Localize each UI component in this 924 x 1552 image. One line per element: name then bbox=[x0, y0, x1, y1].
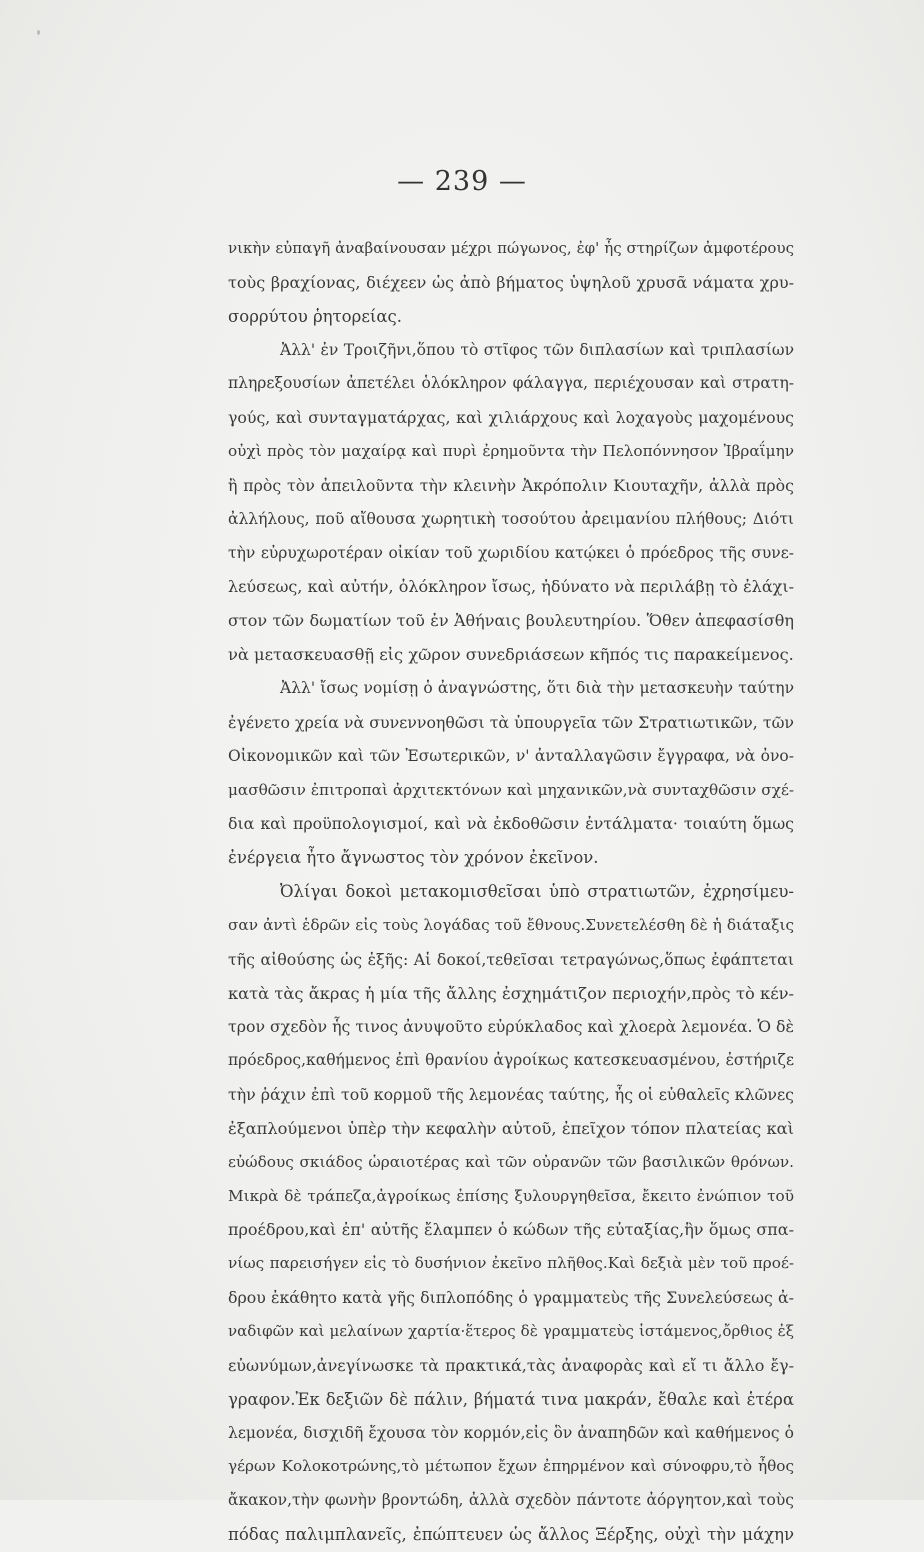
text-line: δια καὶ προϋπολογισμοί, καὶ νὰ ἐκδοθῶσιν ἐντάλματα· τοιαύτη ὅμως bbox=[228, 814, 794, 834]
text-line: γραφον.Ἐκ δεξιῶν δὲ πάλιν, βήματά τινα μακράν, ἔθαλε καὶ ἑτέρα bbox=[228, 1389, 794, 1409]
text-line: νίως παρεισήγεν εἰς τὸ δυσήνιον ἐκεῖνο πλῆθος.Καὶ δεξιὰ μὲν τοῦ προέ- bbox=[228, 1254, 794, 1273]
text-line: ἐξαπλούμενοι ὑπὲρ τὴν κεφαλὴν αὐτοῦ, ἐπεῖχον τόπον πλατείας καὶ bbox=[228, 1118, 794, 1138]
text-line: πληρεξουσίων ἀπετέλει ὁλόκληρον φάλαγγα, περιέχουσαν καὶ στρατη- bbox=[228, 374, 794, 393]
text-line: κατὰ τὰς ἄκρας ἡ μία τῆς ἄλλης ἐσχημάτιζον περιοχήν,πρὸς τὸ κέν- bbox=[228, 983, 794, 1003]
text-line: τῆς αἰθούσης ὡς ἑξῆς: Αἱ δοκοί,τεθεῖσαι τετραγώνως,ὅπως ἐφάπτεται bbox=[228, 949, 794, 969]
text-line: ἀλλήλους, ποῦ αἴθουσα χωρητικὴ τοσούτου ἀρειμανίου πλήθους; Διότι bbox=[228, 509, 794, 528]
text-line: ναδιφῶν καὶ μελαίνων χαρτία·ἕτερος δὲ γραμματεὺς ἱστάμενος,ὄρθιος ἐξ bbox=[228, 1322, 794, 1340]
text-line: μασθῶσιν ἐπιτροπαὶ ἀρχιτεκτόνων καὶ μηχανικῶν,νὰ συνταχθῶσιν σχέ- bbox=[228, 780, 794, 799]
text-line: ἐνέργεια ἦτο ἄγνωστος τὸν χρόνον ἐκεῖνον. bbox=[228, 848, 599, 868]
text-line: προέδρου,καὶ ἐπ' αὐτῆς ἔλαμπεν ὁ κώδων τῆς εὐταξίας,ἣν ὅμως σπα- bbox=[228, 1220, 794, 1240]
text-line: εὐωνύμων,ἀνεγίνωσκε τὰ πρακτικά,τὰς ἀναφορὰς καὶ εἴ τι ἄλλο ἔγ- bbox=[228, 1355, 794, 1375]
text-line: γούς, καὶ συνταγματάρχας, καὶ χιλιάρχους καὶ λοχαγοὺς μαχομένους bbox=[228, 408, 794, 428]
text-line: τὴν ῥάχιν ἐπὶ τοῦ κορμοῦ τῆς λεμονέας ταύτης, ἧς οἱ εὐθαλεῖς κλῶνες bbox=[228, 1085, 794, 1105]
text-line: λεύσεως, καὶ αὐτήν, ὁλόκληρον ἴσως, ἠδύνατο νὰ περιλάβῃ τὸ ἐλάχι- bbox=[228, 577, 794, 597]
text-line: εὐώδους σκιάδος ὡραιοτέρας καὶ τῶν οὐρανῶν τῶν βασιλικῶν θρόνων. bbox=[228, 1152, 794, 1171]
text-line: γέρων Κολοκοτρώνης,τὸ μέτωπον ἔχων ἐπηρμένον καὶ σύνοφρυ,τὸ ἦθος bbox=[228, 1457, 794, 1476]
text-line: τὴν εὐρυχωροτέραν οἰκίαν τοῦ χωριδίου κατῴκει ὁ πρόεδρος τῆς συνε- bbox=[228, 543, 794, 562]
text-line: ἄκακον,τὴν φωνὴν βροντώδη, ἀλλὰ σχεδὸν πάντοτε ἀόργητον,καὶ τοὺς bbox=[228, 1491, 794, 1510]
text-line: ἐγένετο χρεία νὰ συνεννοηθῶσι τὰ ὑπουργεῖα τῶν Στρατιωτικῶν, τῶν bbox=[228, 712, 794, 732]
text-line: λεμονέα, δισχιδῆ ἔχουσα τὸν κορμόν,εἰς ὃν ἀναπηδῶν καὶ καθήμενος ὁ bbox=[228, 1423, 794, 1442]
text-line: οὐχὶ πρὸς τὸν μαχαίρᾳ καὶ πυρὶ ἐρημοῦντα τὴν Πελοπόννησον Ἰβραΐμην bbox=[228, 442, 794, 461]
body-text bbox=[228, 232, 794, 1552]
text-line: δρου ἐκάθητο κατὰ γῆς διπλοπόδης ὁ γραμματεὺς τῆς Συνελεύσεως ἀ- bbox=[228, 1288, 794, 1308]
page-number: — 239 — bbox=[397, 166, 527, 197]
text-line: νικὴν εὐπαγῆ ἀναβαίνουσαν μέχρι πώγωνος, ἐφ' ἧς στηρίζων ἀμφοτέρους bbox=[228, 239, 794, 257]
text-line: Οἰκονομικῶν καὶ τῶν Ἐσωτερικῶν, ν' ἀνταλλαγῶσιν ἔγγραφα, νὰ ὀνο- bbox=[228, 746, 794, 765]
text-line: πόδας παλιμπλανεῖς, ἐπώπτευεν ὡς ἄλλος Ξέρξης, οὐχὶ τὴν μάχην bbox=[228, 1525, 794, 1545]
text-line: τοὺς βραχίονας, διέχεεν ὡς ἀπὸ βήματος ὑψηλοῦ χρυσᾶ νάματα χρυ- bbox=[228, 272, 794, 292]
text-line: σορρύτου ῥητορείας. bbox=[228, 306, 402, 326]
text-line: Ἀλλ' ἴσως νομίσῃ ὁ ἀναγνώστης, ὅτι διὰ τὴν μετασκευὴν ταύτην bbox=[280, 678, 794, 697]
text-line: Ἀλλ' ἐν Τροιζῆνι,ὅπου τὸ στῖφος τῶν διπλασίων καὶ τριπλασίων bbox=[280, 340, 794, 359]
text-line: Μικρὰ δὲ τράπεζα,ἀγροίκως ἐπίσης ξυλουργηθεῖσα, ἔκειτο ἐνώπιον τοῦ bbox=[228, 1186, 794, 1205]
text-line: τρον σχεδὸν ἧς τινος ἀνυψοῦτο εὐρύκλαδος καὶ χλοερὰ λεμονέα. Ὁ δὲ bbox=[228, 1017, 794, 1037]
text-line: ἢ πρὸς τὸν ἀπειλοῦντα τὴν κλεινὴν Ἀκρόπολιν Κιουταχῆν, ἀλλὰ πρὸς bbox=[228, 475, 794, 495]
text-line: νὰ μετασκευασθῇ εἰς χῶρον συνεδριάσεων κῆπός τις παρακείμενος. bbox=[228, 645, 794, 665]
speck bbox=[37, 30, 40, 35]
text-line: σαν ἀντὶ ἑδρῶν εἰς τοὺς λογάδας τοῦ ἔθνους.Συνετελέσθη δὲ ἡ διάταξις bbox=[228, 915, 794, 934]
text-line: πρόεδρος,καθήμενος ἐπὶ θρανίου ἀγροίκως κατεσκευασμένου, ἐστήριζε bbox=[228, 1051, 794, 1070]
text-line: στον τῶν δωματίων τοῦ ἐν Ἀθήναις βουλευτηρίου. Ὅθεν ἀπεφασίσθη bbox=[228, 611, 794, 631]
text-line: Ὀλίγαι δοκοὶ μετακομισθεῖσαι ὑπὸ στρατιωτῶν, ἐχρησίμευ- bbox=[280, 882, 794, 902]
